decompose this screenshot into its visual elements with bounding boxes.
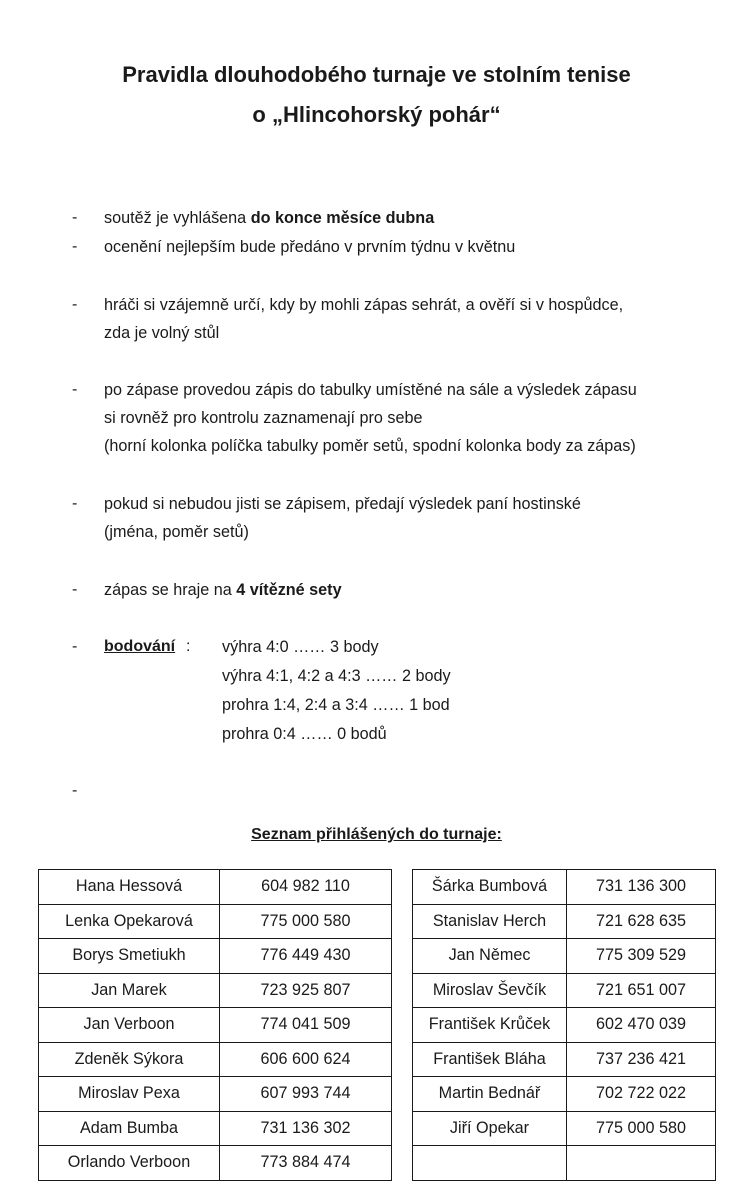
table-row xyxy=(413,1008,716,1043)
rule-scheduling-line2: zda je volný stůl xyxy=(104,324,220,342)
scoring-loss-close: prohra 1:4, 2:4 a 3:4 …… 1 bod xyxy=(222,696,450,714)
rule-scheduling-line1: hráči si vzájemně určí, kdy by mohli zápas sehrát, a ověří si v hospůdce, xyxy=(104,296,624,314)
player-name: Borys Smetiukh xyxy=(39,939,220,974)
player-name: František Bláha xyxy=(413,1042,567,1077)
player-name: Orlando Verboon xyxy=(39,1146,220,1181)
bullet-dash: - xyxy=(72,581,78,598)
document-subtitle: o „Hlincohorský pohár“ xyxy=(252,102,501,127)
bullet-dash: - xyxy=(72,209,78,226)
rule-sets-emphasis: 4 vítězné sety xyxy=(236,581,342,599)
player-phone: 723 925 807 xyxy=(220,973,392,1008)
table-row xyxy=(413,1146,716,1181)
scoring-loss-0-4: prohra 0:4 …… 0 bodů xyxy=(222,725,387,743)
player-phone: 737 236 421 xyxy=(567,1042,716,1077)
bullet-dash: - xyxy=(72,238,78,255)
player-phone: 773 884 474 xyxy=(220,1146,392,1181)
rule-recording-line2: si rovněž pro kontrolu zaznamenají pro sebe xyxy=(104,409,423,427)
player-name: Jan Verboon xyxy=(39,1008,220,1043)
table-row xyxy=(39,1008,392,1043)
player-phone: 606 600 624 xyxy=(220,1042,392,1077)
player-name: Šárka Bumbová xyxy=(413,870,567,905)
players-table-left xyxy=(38,869,392,1181)
player-name: Adam Bumba xyxy=(39,1111,220,1146)
player-phone: 607 993 744 xyxy=(220,1077,392,1112)
player-name: Stanislav Herch xyxy=(413,904,567,939)
player-name xyxy=(413,1146,567,1181)
rule-awards: ocenění nejlepším bude předáno v prvním týdnu v květnu xyxy=(104,238,516,256)
player-name: Jan Němec xyxy=(413,939,567,974)
bullet-dash: - xyxy=(72,381,78,398)
bullet-dash: - xyxy=(72,782,78,799)
table-row xyxy=(39,1146,392,1181)
table-row xyxy=(413,1111,716,1146)
player-name: Zdeněk Sýkora xyxy=(39,1042,220,1077)
table-row xyxy=(39,1077,392,1112)
bullet-dash: - xyxy=(72,495,78,512)
player-phone: 604 982 110 xyxy=(220,870,392,905)
table-row xyxy=(413,939,716,974)
rule-deadline-emphasis: do konce měsíce dubna xyxy=(250,209,435,227)
player-name: Jiří Opekar xyxy=(413,1111,567,1146)
scoring-label: bodování xyxy=(104,638,176,655)
table-row xyxy=(39,1042,392,1077)
table-row xyxy=(413,1077,716,1112)
player-phone: 731 136 300 xyxy=(567,870,716,905)
player-name: František Krůček xyxy=(413,1008,567,1043)
player-phone: 702 722 022 xyxy=(567,1077,716,1112)
table-row xyxy=(39,870,392,905)
table-row xyxy=(39,973,392,1008)
table-row xyxy=(413,973,716,1008)
table-row xyxy=(413,870,716,905)
bullet-dash: - xyxy=(72,296,78,313)
table-row xyxy=(39,939,392,974)
player-name: Jan Marek xyxy=(39,973,220,1008)
rule-uncertain-line1: pokud si nebudou jisti se zápisem, předají výsledek paní hostinské xyxy=(104,495,581,513)
player-name: Martin Bednář xyxy=(413,1077,567,1112)
player-phone: 721 651 007 xyxy=(567,973,716,1008)
rule-uncertain-line2: (jména, poměr setů) xyxy=(104,523,249,541)
table-row xyxy=(413,904,716,939)
player-name: Hana Hessová xyxy=(39,870,220,905)
rule-recording-line1: po zápase provedou zápis do tabulky umístěné na sále a výsledek zápasu xyxy=(104,381,637,399)
player-phone: 731 136 302 xyxy=(220,1111,392,1146)
scoring-win-4-0: výhra 4:0 …… 3 body xyxy=(222,638,379,656)
table-row xyxy=(39,1111,392,1146)
rule-deadline: soutěž je vyhlášena do konce měsíce dubna xyxy=(104,209,435,227)
scoring-win-close: výhra 4:1, 4:2 a 4:3 …… 2 body xyxy=(222,667,451,685)
registered-players-heading: Seznam přihlášených do turnaje: xyxy=(251,826,502,843)
player-phone: 721 628 635 xyxy=(567,904,716,939)
player-name: Miroslav Pexa xyxy=(39,1077,220,1112)
player-phone xyxy=(567,1146,716,1181)
bullet-dash: - xyxy=(72,638,78,655)
table-row xyxy=(413,1042,716,1077)
player-name: Miroslav Ševčík xyxy=(413,973,567,1008)
player-phone: 774 041 509 xyxy=(220,1008,392,1043)
player-phone: 775 000 580 xyxy=(220,904,392,939)
player-phone: 775 309 529 xyxy=(567,939,716,974)
document-title: Pravidla dlouhodobého turnaje ve stolním tenise xyxy=(122,62,631,87)
player-phone: 776 449 430 xyxy=(220,939,392,974)
rule-sets: zápas se hraje na 4 vítězné sety xyxy=(104,581,342,599)
player-phone: 775 000 580 xyxy=(567,1111,716,1146)
player-phone: 602 470 039 xyxy=(567,1008,716,1043)
scoring-colon: : xyxy=(186,638,191,655)
table-row xyxy=(39,904,392,939)
players-table-right xyxy=(412,869,716,1181)
player-name: Lenka Opekarová xyxy=(39,904,220,939)
rule-recording-line3: (horní kolonka políčka tabulky poměr setů, spodní kolonka body za zápas) xyxy=(104,437,636,455)
